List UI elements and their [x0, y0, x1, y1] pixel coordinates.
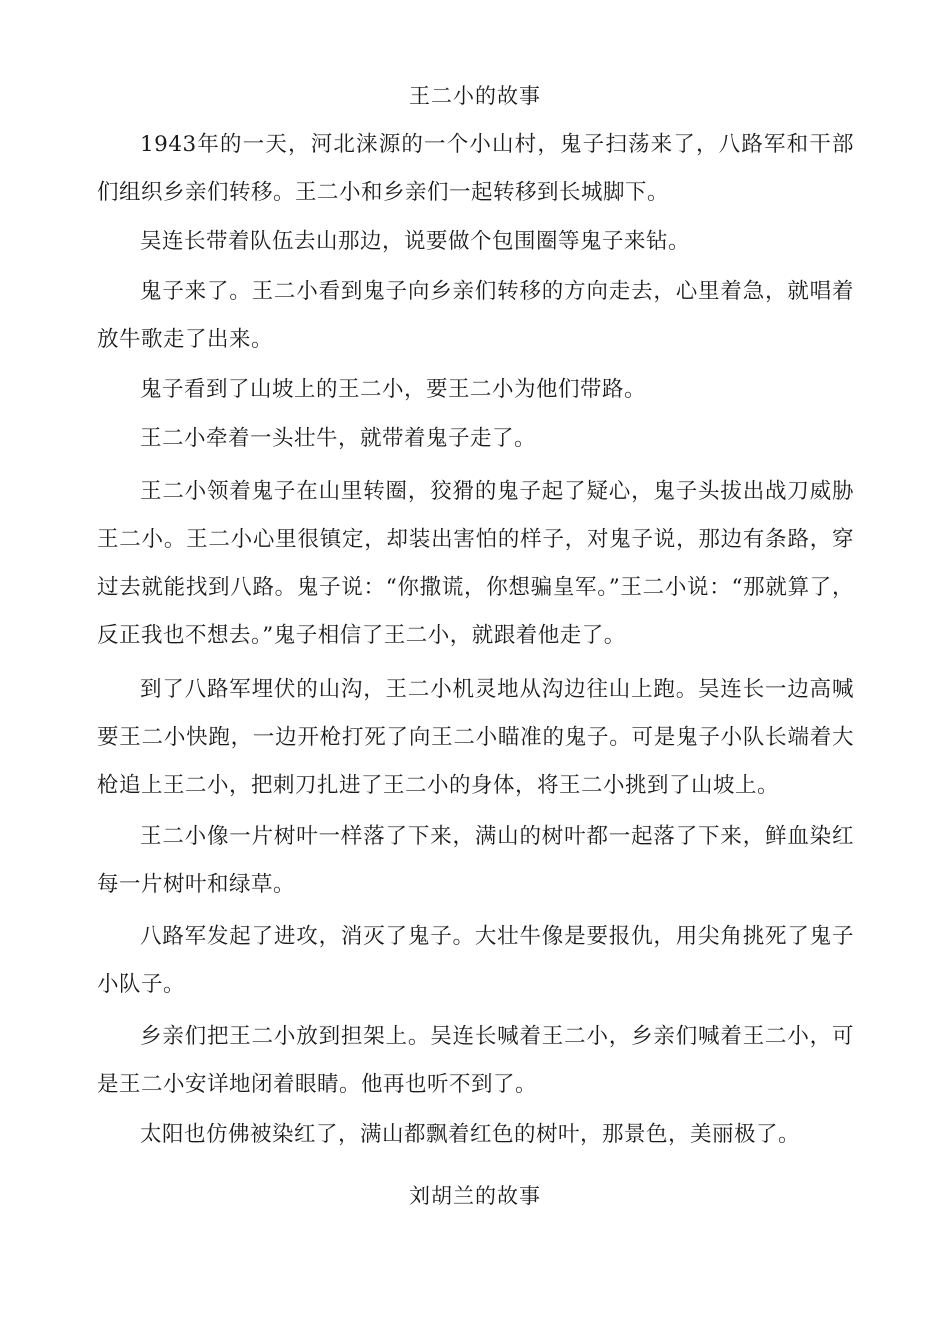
paragraph: 八路军发起了进攻，消灭了鬼子。大壮牛像是要报仇，用尖角挑死了鬼子小队子。: [97, 924, 854, 997]
paragraph: 鬼子看到了山坡上的王二小，要王二小为他们带路。: [140, 377, 647, 402]
paragraph: 乡亲们把王二小放到担架上。吴连长喊着王二小，乡亲们喊着王二小，可是王二小安详地闭着眼睛。他再也听不到了。: [97, 1024, 854, 1097]
paragraph: 1943年的一天，河北涞源的一个小山村，鬼子扫荡来了，八路军和干部们组织乡亲们转移。王二小和乡亲们一起转移到长城脚下。: [97, 132, 854, 205]
paragraph: 王二小像一片树叶一样落了下来，满山的树叶都一起落了下来，鲜血染红每一片树叶和绿草。: [97, 824, 854, 897]
paragraph: 王二小牵着一头壮牛，就带着鬼子走了。: [140, 426, 537, 451]
paragraph: 吴连长带着队伍去山那边，说要做个包围圈等鬼子来钻。: [140, 229, 691, 254]
paragraph: 到了八路军埋伏的山沟，王二小机灵地从沟边往山上跑。吴连长一边高喊要王二小快跑，一边开枪打死了向王二小瞄准的鬼子。可是鬼子小队长端着大枪追上王二小，把刺刀扎进了王二小的身体，将王二小挑到了山坡上。: [97, 677, 854, 798]
story-title-liu-hulan: 刘胡兰的故事: [409, 1184, 541, 1208]
paragraph: 鬼子来了。王二小看到鬼子向乡亲们转移的方向走去，心里着急，就唱着放牛歌走了出来。: [97, 279, 854, 352]
paragraph: 王二小领着鬼子在山里转圈，狡猾的鬼子起了疑心，鬼子头拔出战刀威胁王二小。王二小心里很镇定，却装出害怕的样子，对鬼子说，那边有条路，穿过去就能找到八路。鬼子说：“你撒谎，你想骗皇军。”王二小说：“那就算了，反正我也不想去。”鬼子相信了王二小，就跟着他走了。: [97, 479, 854, 648]
story-title-wang-erxiao: 王二小的故事: [409, 84, 541, 108]
paragraph: 太阳也仿佛被染红了，满山都飘着红色的树叶，那景色，美丽极了。: [140, 1122, 801, 1147]
